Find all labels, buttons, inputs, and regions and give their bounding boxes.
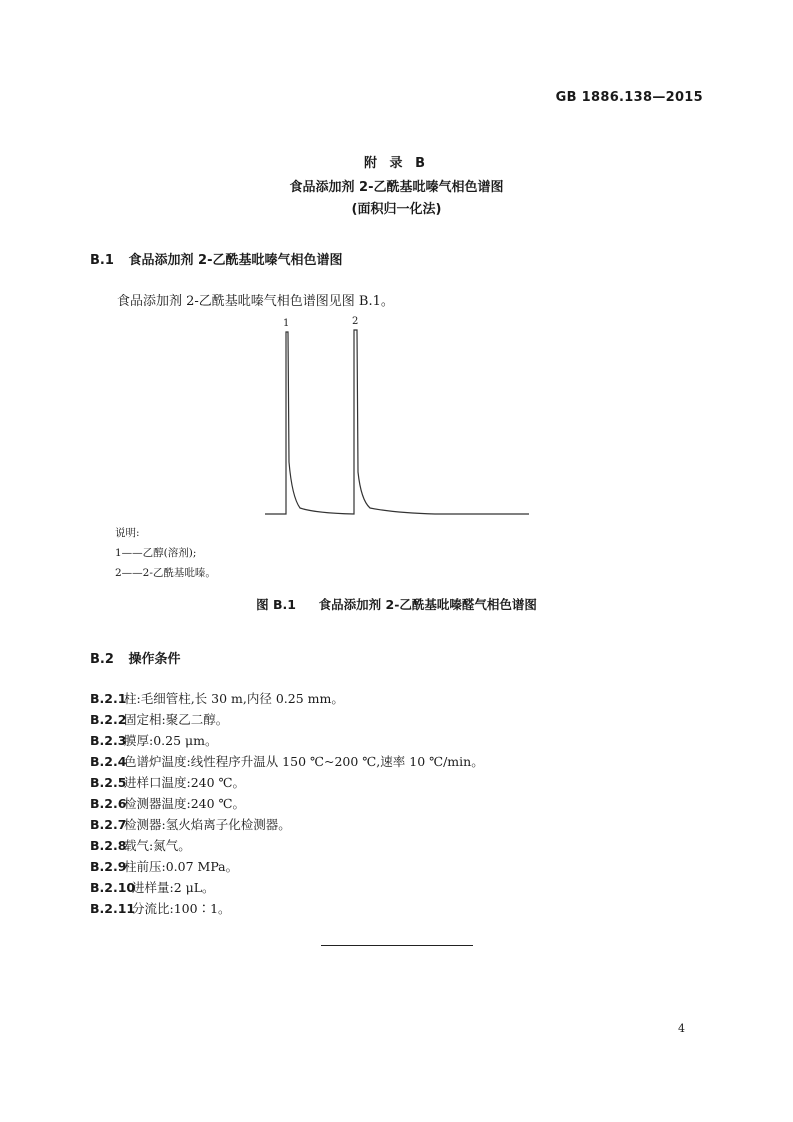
condition-text: 膜厚:0.25 μm。 <box>124 733 218 748</box>
condition-item <box>90 815 291 833</box>
condition-text: 柱:毛细管柱,长 30 m,内径 0.25 mm。 <box>124 691 344 706</box>
condition-number: B.2.4 <box>90 754 127 769</box>
section-b1-heading <box>90 249 343 268</box>
condition-item <box>90 878 215 896</box>
appendix-label: 附 录 B <box>364 156 429 171</box>
condition-text: 固定相:聚乙二醇。 <box>124 712 229 727</box>
condition-number: B.2.11 <box>90 901 136 916</box>
standard-code: GB 1886.138—2015 <box>555 90 703 105</box>
condition-text: 载气:氮气。 <box>124 838 191 853</box>
legend-item-2: 2——2-乙酰基吡嗪。 <box>115 567 216 579</box>
chromatogram-trace <box>265 330 529 514</box>
section-b1-title: 食品添加剂 2-乙酰基吡嗪气相色谱图 <box>128 253 343 268</box>
end-rule <box>321 945 473 946</box>
condition-item <box>90 794 245 812</box>
condition-number: B.2.2 <box>90 712 127 727</box>
condition-item <box>90 731 218 749</box>
condition-item <box>90 836 191 854</box>
legend-item-1: 1——乙醇(溶剂); <box>115 547 197 559</box>
page-number: 4 <box>678 1022 685 1035</box>
peak-label-2: 2 <box>352 316 359 327</box>
appendix-title: 食品添加剂 2-乙酰基吡嗪气相色谱图 <box>289 180 504 195</box>
condition-item <box>90 899 231 917</box>
condition-item <box>90 773 245 791</box>
condition-item <box>90 689 344 707</box>
peak-label-1: 1 <box>283 318 290 329</box>
condition-text: 色谱炉温度:线性程序升温从 150 ℃~200 ℃,速率 10 ℃/min。 <box>124 754 484 769</box>
condition-number: B.2.9 <box>90 859 127 874</box>
condition-number: B.2.1 <box>90 691 127 706</box>
section-b2-heading <box>90 648 181 667</box>
condition-text: 检测器温度:240 ℃。 <box>124 796 246 811</box>
condition-number: B.2.8 <box>90 838 127 853</box>
section-b2-title: 操作条件 <box>128 652 181 667</box>
condition-text: 进样量:2 μL。 <box>132 880 215 895</box>
appendix-subtitle: (面积归一化法) <box>351 202 442 217</box>
condition-number: B.2.5 <box>90 775 127 790</box>
condition-text: 进样口温度:240 ℃。 <box>124 775 246 790</box>
condition-text: 检测器:氢火焰离子化检测器。 <box>124 817 291 832</box>
condition-number: B.2.10 <box>90 880 136 895</box>
figure-caption-number: 图 B.1 <box>256 597 296 612</box>
condition-text: 分流比:100∶1。 <box>132 901 231 916</box>
legend-title: 说明: <box>115 527 140 539</box>
figure-caption-text: 食品添加剂 2-乙酰基吡嗪醛气相色谱图 <box>318 597 537 612</box>
condition-item <box>90 710 228 728</box>
condition-text: 柱前压:0.07 MPa。 <box>124 859 239 874</box>
chromatogram-figure <box>255 312 540 522</box>
section-b1-paragraph: 食品添加剂 2-乙酰基吡嗪气相色谱图见图 B.1。 <box>117 294 394 309</box>
condition-number: B.2.6 <box>90 796 127 811</box>
section-b1-number: B.1 <box>90 253 114 268</box>
condition-item <box>90 857 238 875</box>
section-b2-number: B.2 <box>90 652 114 667</box>
figure-caption <box>0 595 793 613</box>
condition-item <box>90 752 484 770</box>
condition-number: B.2.3 <box>90 733 127 748</box>
condition-number: B.2.7 <box>90 817 127 832</box>
